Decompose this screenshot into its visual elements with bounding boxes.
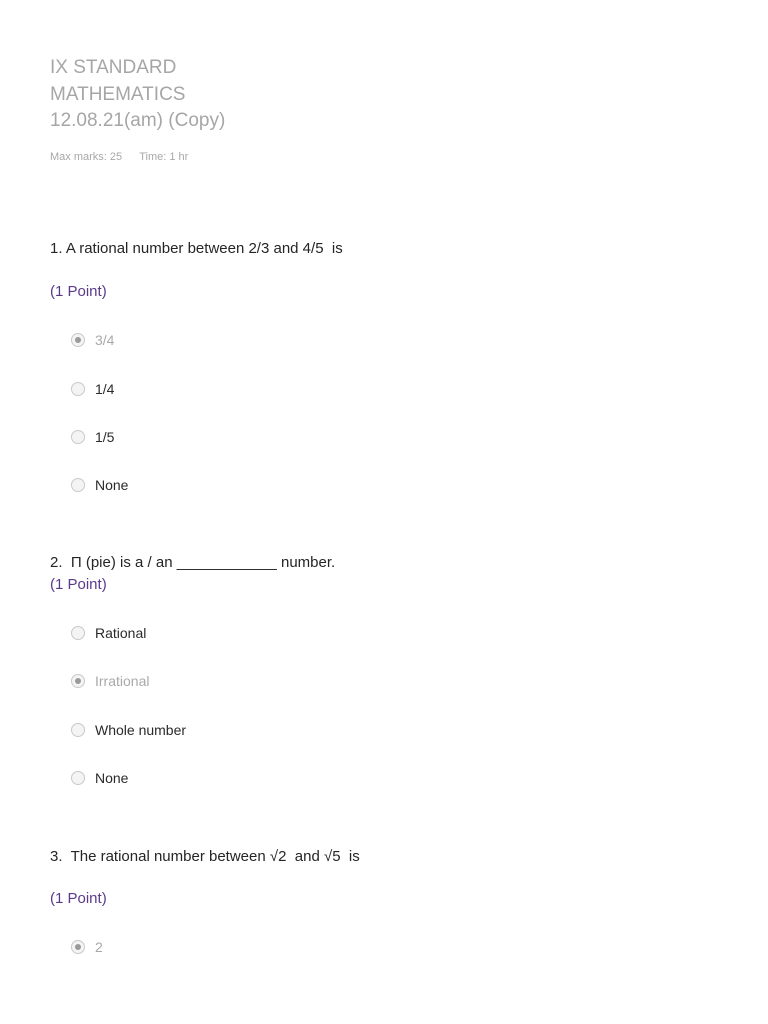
option-label: Irrational <box>95 673 150 689</box>
option-label: None <box>95 770 129 786</box>
radio-button[interactable] <box>71 626 85 640</box>
question-1-option-4[interactable] <box>71 475 128 495</box>
question-3-text: 3. The rational number between √2 and √5 is <box>50 848 360 865</box>
form-title-line-1: IX STANDARD <box>50 57 177 78</box>
question-2-points: (1 Point) <box>50 576 107 593</box>
form-title-line-2: MATHEMATICS <box>50 83 186 105</box>
max-marks-text: Max marks: 25 <box>50 151 123 163</box>
question-1-option-2[interactable] <box>71 379 114 399</box>
time-text: Time: 1 hr <box>139 151 189 163</box>
question-2-option-2[interactable] <box>71 671 149 691</box>
question-2-option-1[interactable] <box>71 623 146 643</box>
option-label: 1/4 <box>95 381 115 397</box>
form-meta <box>50 151 188 163</box>
radio-button[interactable] <box>71 382 85 396</box>
question-3-option-1[interactable] <box>71 937 103 957</box>
question-1-text: 1. A rational number between 2/3 and 4/5 is <box>50 240 343 257</box>
radio-button[interactable] <box>71 771 85 785</box>
option-label: Rational <box>95 625 147 641</box>
radio-button[interactable] <box>71 478 85 492</box>
option-label: Whole number <box>95 722 187 738</box>
question-1-option-3[interactable] <box>71 427 114 447</box>
radio-button[interactable] <box>71 674 85 688</box>
option-label: 1/5 <box>95 429 115 445</box>
question-2-option-3[interactable] <box>71 720 186 740</box>
option-label: 2 <box>95 939 103 955</box>
question-1-points: (1 Point) <box>50 283 107 300</box>
option-label: 3/4 <box>95 332 115 348</box>
radio-button[interactable] <box>71 430 85 444</box>
radio-button[interactable] <box>71 723 85 737</box>
form-title-line-3: 12.08.21(am) (Copy) <box>50 110 226 131</box>
radio-button[interactable] <box>71 940 85 954</box>
option-label: None <box>95 477 129 493</box>
question-1-option-1[interactable] <box>71 330 114 350</box>
question-2-text: 2. Π (pie) is a / an ____________ number. <box>50 554 336 571</box>
radio-button[interactable] <box>71 333 85 347</box>
form-header <box>50 55 225 135</box>
question-2-option-4[interactable] <box>71 768 128 788</box>
question-3-points: (1 Point) <box>50 890 107 907</box>
